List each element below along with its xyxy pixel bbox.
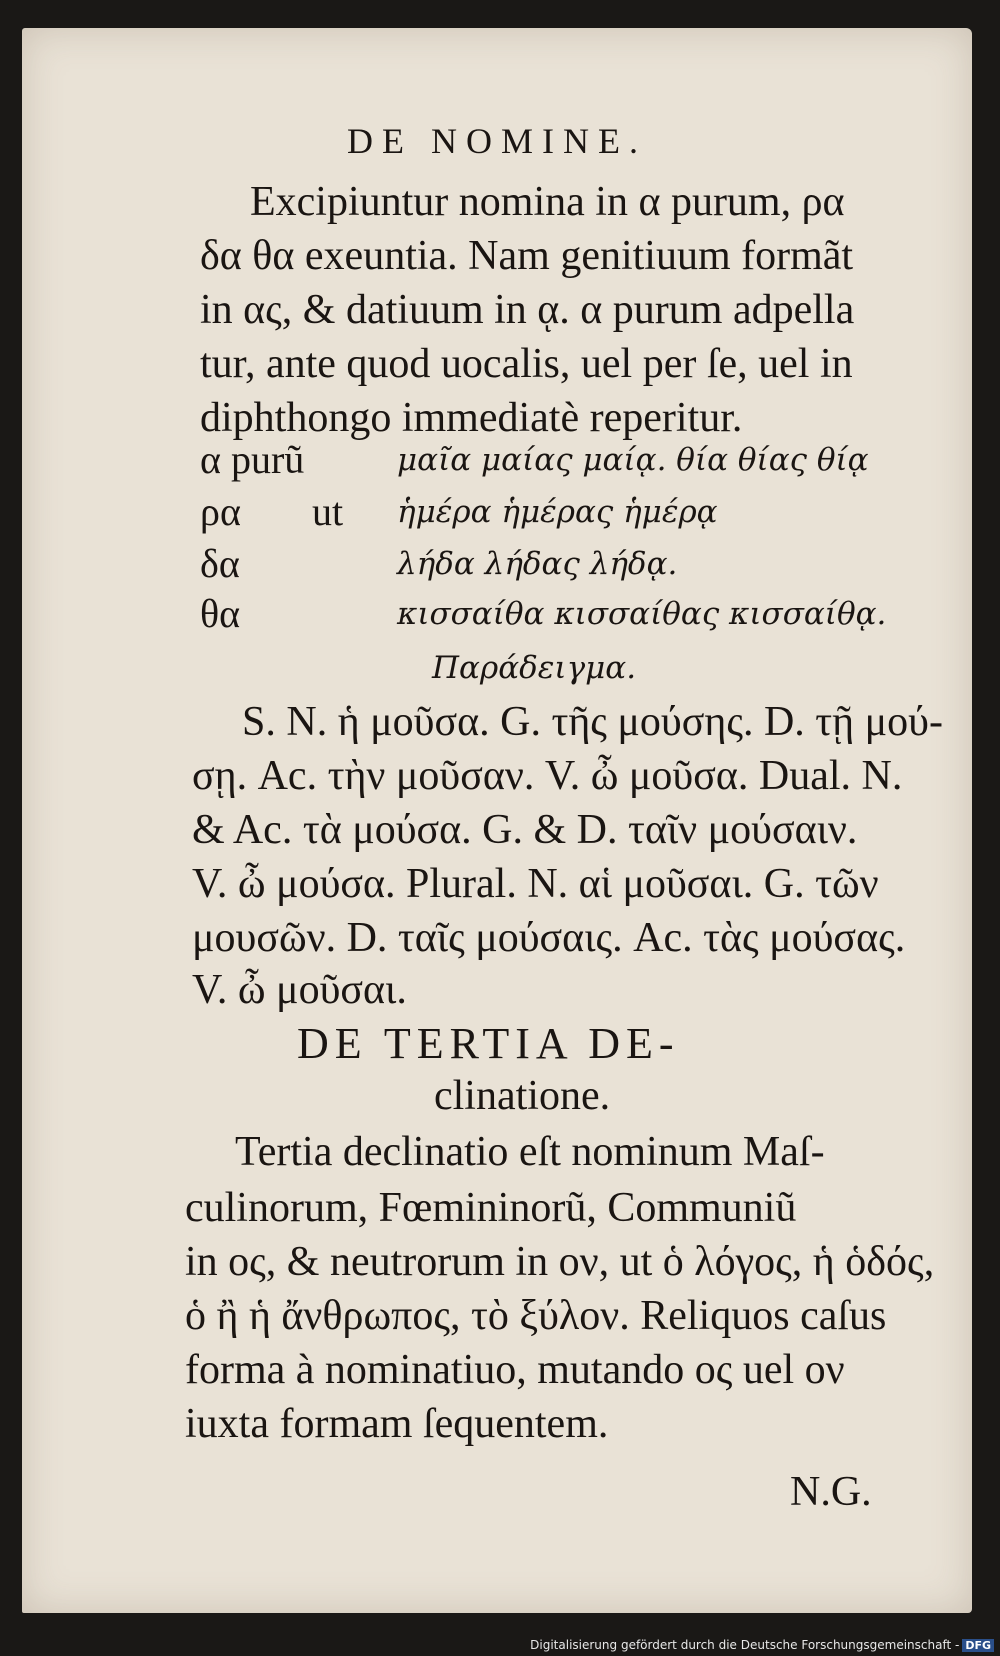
para2-line-6: V. ὦ μοῦσαι. bbox=[192, 967, 407, 1013]
para1-line-3: in ας, & datiuum in ᾳ. α purum adpella bbox=[200, 287, 855, 333]
table-row-1-label: α purũ bbox=[200, 437, 305, 482]
para1-line-2: δα θα exeuntia. Nam genitiuum formãt bbox=[200, 233, 854, 279]
table-row-1-greek: μαῖα μαίας μαίᾳ. θία θίας θίᾳ bbox=[397, 442, 869, 478]
footer-credit bbox=[530, 1638, 994, 1652]
para3-line-5: forma à nominatiuo, mutando ος uel ον bbox=[185, 1347, 845, 1393]
para2-line-5: μουσῶν. D. ταῖς μούσαις. Ac. τὰς μούσας. bbox=[192, 915, 906, 961]
table-row-2-label: ρα bbox=[200, 489, 241, 534]
section-title: DE TERTIA DE- bbox=[297, 1019, 680, 1068]
section-subtitle: clinatione. bbox=[434, 1073, 611, 1119]
para1-line-1: Excipiuntur nomina in α purum, ρα bbox=[250, 179, 845, 225]
table-row-3-label: δα bbox=[200, 541, 240, 586]
table-row-3-greek: λήδα λήδας λήδᾳ. bbox=[397, 546, 678, 582]
footer-text: Digitalisierung gefördert durch die Deutsche Forschungsgemeinschaft - bbox=[530, 1638, 960, 1652]
para2-line-3: & Ac. τὰ μούσα. G. & D. ταῖν μούσαιν. bbox=[192, 807, 858, 853]
para3-line-3: in ος, & neutrorum in ον, ut ὁ λόγος, ἡ ὁδός, bbox=[185, 1239, 935, 1285]
running-head: DE NOMINE. bbox=[347, 121, 647, 161]
table-row-2-mid: ut bbox=[312, 489, 344, 534]
para1-line-4: tur, ante quod uocalis, uel per ſe, uel in bbox=[200, 341, 853, 387]
para2-line-4: V. ὦ μούσα. Plural. N. αἱ μοῦσαι. G. τῶν bbox=[192, 861, 879, 907]
para3-line-6: iuxta formam ſequentem. bbox=[185, 1401, 609, 1447]
book-page bbox=[22, 28, 972, 1613]
para2-line-1: S. N. ἡ μοῦσα. G. τῆς μούσης. D. τῇ μού- bbox=[242, 699, 943, 745]
para1-line-5: diphthongo immediatè reperitur. bbox=[200, 395, 743, 441]
table-row-4-label: θα bbox=[200, 591, 241, 636]
para2-line-2: σῃ. Ac. τὴν μοῦσαν. V. ὦ μοῦσα. Dual. N. bbox=[192, 753, 903, 799]
table-row-4-greek: κισσαίθα κισσαίθας κισσαίθᾳ. bbox=[397, 596, 887, 632]
catchword: N.G. bbox=[790, 1469, 872, 1515]
dfg-logo-icon: DFG bbox=[962, 1639, 994, 1652]
para3-line-2: culinorum, Fœmininorũ, Communiũ bbox=[185, 1185, 797, 1231]
para3-line-1: Tertia declinatio eſt nominum Maſ- bbox=[235, 1129, 825, 1175]
para3-line-4: ὁ ἢ ἡ ἄνθρωπος, τὸ ξύλον. Reliquos caſus bbox=[185, 1293, 887, 1339]
paradigm-title: Παράδειγμα. bbox=[432, 650, 637, 686]
table-row-2-greek: ἡμέρα ἡμέρας ἡμέρᾳ bbox=[397, 494, 718, 530]
